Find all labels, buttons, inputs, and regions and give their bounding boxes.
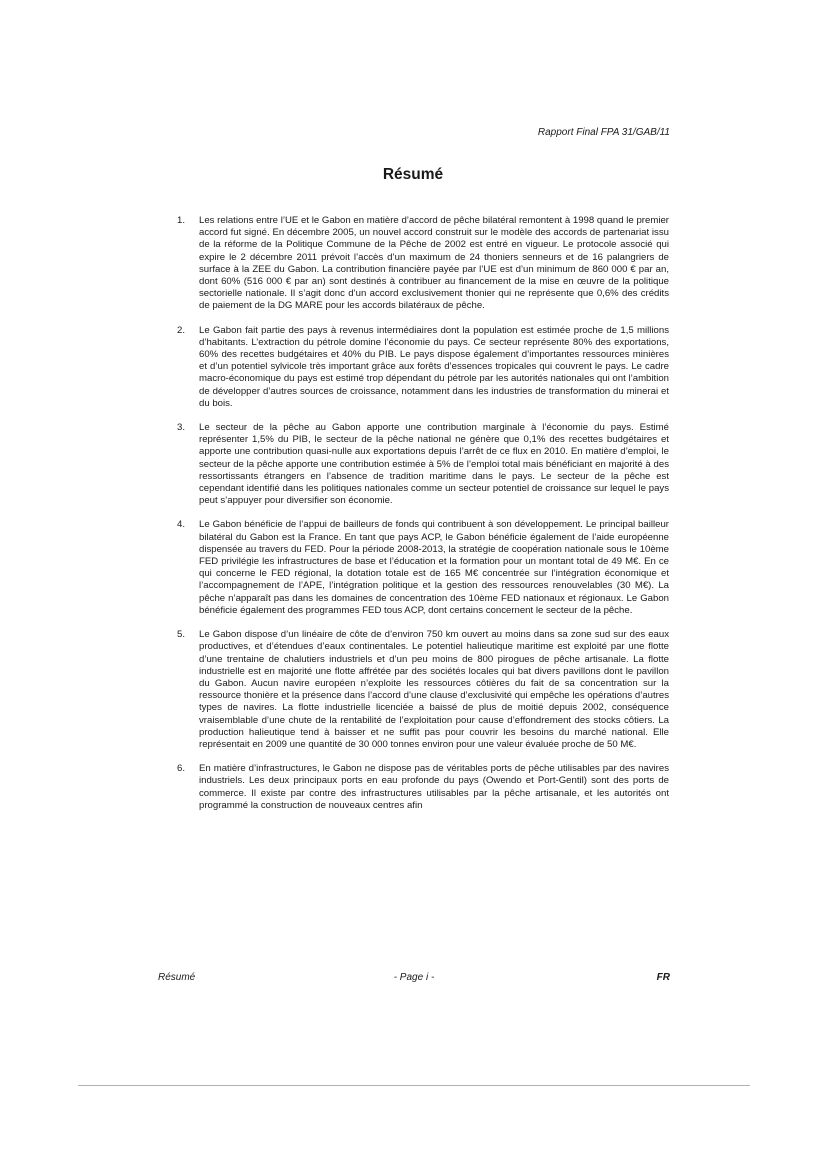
paragraph-number: 1. — [177, 215, 186, 226]
footer-language: FR — [656, 972, 670, 983]
paragraph-4 — [177, 519, 669, 617]
paragraph-number: 3. — [177, 422, 186, 434]
paragraph-text: Le Gabon dispose d’un linéaire de côte de d’environ 750 km ouvert au moins dans sa zone sud sur des eaux productives, et d’étendues d’eaux continentales. Le potentiel halieutique maritime est exploité par une flotte d’une trentaine de chalutiers industriels et d’un peu moins de 800 pirogues de pêche artisanale. La flotte industrielle est en majorité une flotte affrétée par des sociétés locales qui bat divers pavillons dont le pavillon du Gabon. Aucun navire européen n’exploite les ressources côtières du fait de sa concentration sur la ressource thonière et la présence dans l’accord d’une clause d’exclusivité qui empêche les opérations d’autres types de navires. La flotte industrielle licenciée a baissé de plus de moitié depuis 2002, conséquence vraisemblable d’une chute de la rentabilité de l’exploitation pour cause d’effondrement des stocks côtiers. La production halieutique tend à baisser et ne suffit pas pour couvrir les besoins du marché national. Elle représentait en 2009 une quantité de 30 000 tonnes environ pour une valeur évaluée proche de 50 M€. — [199, 629, 669, 750]
paragraph-number: 5. — [177, 629, 186, 641]
paragraph-1 — [177, 215, 669, 313]
paragraph-number: 2. — [177, 324, 186, 336]
summary-paragraphs — [177, 215, 669, 812]
paragraph-3 — [177, 422, 669, 507]
report-reference: Rapport Final FPA 31/GAB/11 — [537, 127, 670, 138]
paragraph-6 — [177, 763, 669, 812]
paragraph-text: Le secteur de la pêche au Gabon apporte une contribution marginale à l’économie du pays. Estimé représenter 1,5% du PIB, le secteur de la pêche national ne génère que 0,1% des recettes budgétaires et apporte une contribution quasi-nulle aux exportations depuis l’arrêt de ce flux en 2010. En matière d’emploi, le secteur de la pêche apporte une contribution estimée à 5% de l’emploi total mais bénéficiant en majorité à des ressortissants étrangers en l’absence de tradition maritime dans le pays. Le secteur de la pêche est cependant identifié dans les politiques nationales comme un secteur potentiel de croissance sur lequel le pays peut s’appuyer pour diversifier son économie. — [199, 422, 669, 507]
paragraph-number: 4. — [177, 519, 186, 531]
paragraph-text: Le Gabon bénéficie de l’appui de bailleurs de fonds qui contribuent à son développement. Le principal bailleur bilatéral du Gabon est la France. En tant que pays ACP, le Gabon bénéficie également de l’aide européenne dispensée au travers du FED. Pour la période 2008-2013, la stratégie de coopération nationale sous le 10ème FED privilégie les infrastructures de base et l’éducation et la formation pour un montant total de 49 M€. En ce qui concerne le FED régional, la dotation totale est de 165 M€ concentrée sur l’intégration économique et l’accompagnement de l’APE, l’intégration politique et la gestion des ressources renouvelables (30 M€). La pêche n’apparaît pas dans les domaines de concentration des 10ème FED nationaux et régionaux. Le Gabon bénéficie également des programmes FED tous ACP, dont certains concernent le secteur de la pêche. — [199, 519, 669, 616]
paragraph-text: En matière d’infrastructures, le Gabon ne dispose pas de véritables ports de pêche utilisables par des navires industriels. Les deux principaux ports en eau profonde du pays (Owendo et Port-Gentil) sont des ports de commerce. Il existe par contre des infrastructures utilisables par la pêche artisanale, et les autorités ont programmé la construction de nouveaux centres afin — [199, 763, 669, 811]
footer-section-label: Résumé — [158, 972, 196, 983]
bottom-divider — [78, 1085, 750, 1086]
paragraph-text: Le Gabon fait partie des pays à revenus intermédiaires dont la population est estimée proche de 1,5 millions d’habitants. L’extraction du pétrole domine l’économie du pays. Ce secteur représente 80% des exportations, 60% des recettes budgétaires et 40% du PIB. Le pays dispose également d’importantes ressources minières et d’un potentiel sylvicole très important grâce aux forêts d’essences tropicales qui couvrent le pays. Le cadre macro-économique du pays est estimé trop dépendant du pétrole par les autorités nationales qui ont l’ambition de développer d’autres sources de croissance, notamment dans les industries de transformation du minerai et du bois. — [199, 324, 669, 409]
paragraph-text: Les relations entre l’UE et le Gabon en matière d’accord de pêche bilatéral remontent à 1998 quand le premier accord fut signé. En décembre 2005, un nouvel accord construit sur le modèle des accords de partenariat issu de la réforme de la Politique Commune de la Pêche de 2002 est entré en vigueur. Le protocole associé qui expire le 2 décembre 2011 prévoit l’accès d’un maximum de 24 thoniers senneurs et de 16 palangriers de surface à la ZEE du Gabon. La contribution financière payée par l’UE est d’un minimum de 860 000 € par an, dont 60% (516 000 € par an) sont destinés à contribuer au financement de la mise en œuvre de la politique sectorielle nationale. Il s’agit donc d’un accord exclusivement thonier qui ne représente que 0,6% des crédits de paiement de la DG MARE pour les accords bilatéraux de pêche. — [199, 215, 669, 312]
paragraph-number: 6. — [177, 763, 186, 775]
paragraph-5 — [177, 629, 669, 751]
footer-page-number: - Page i - — [393, 972, 435, 983]
paragraph-2 — [177, 325, 669, 410]
page-title: Résumé — [382, 166, 444, 183]
